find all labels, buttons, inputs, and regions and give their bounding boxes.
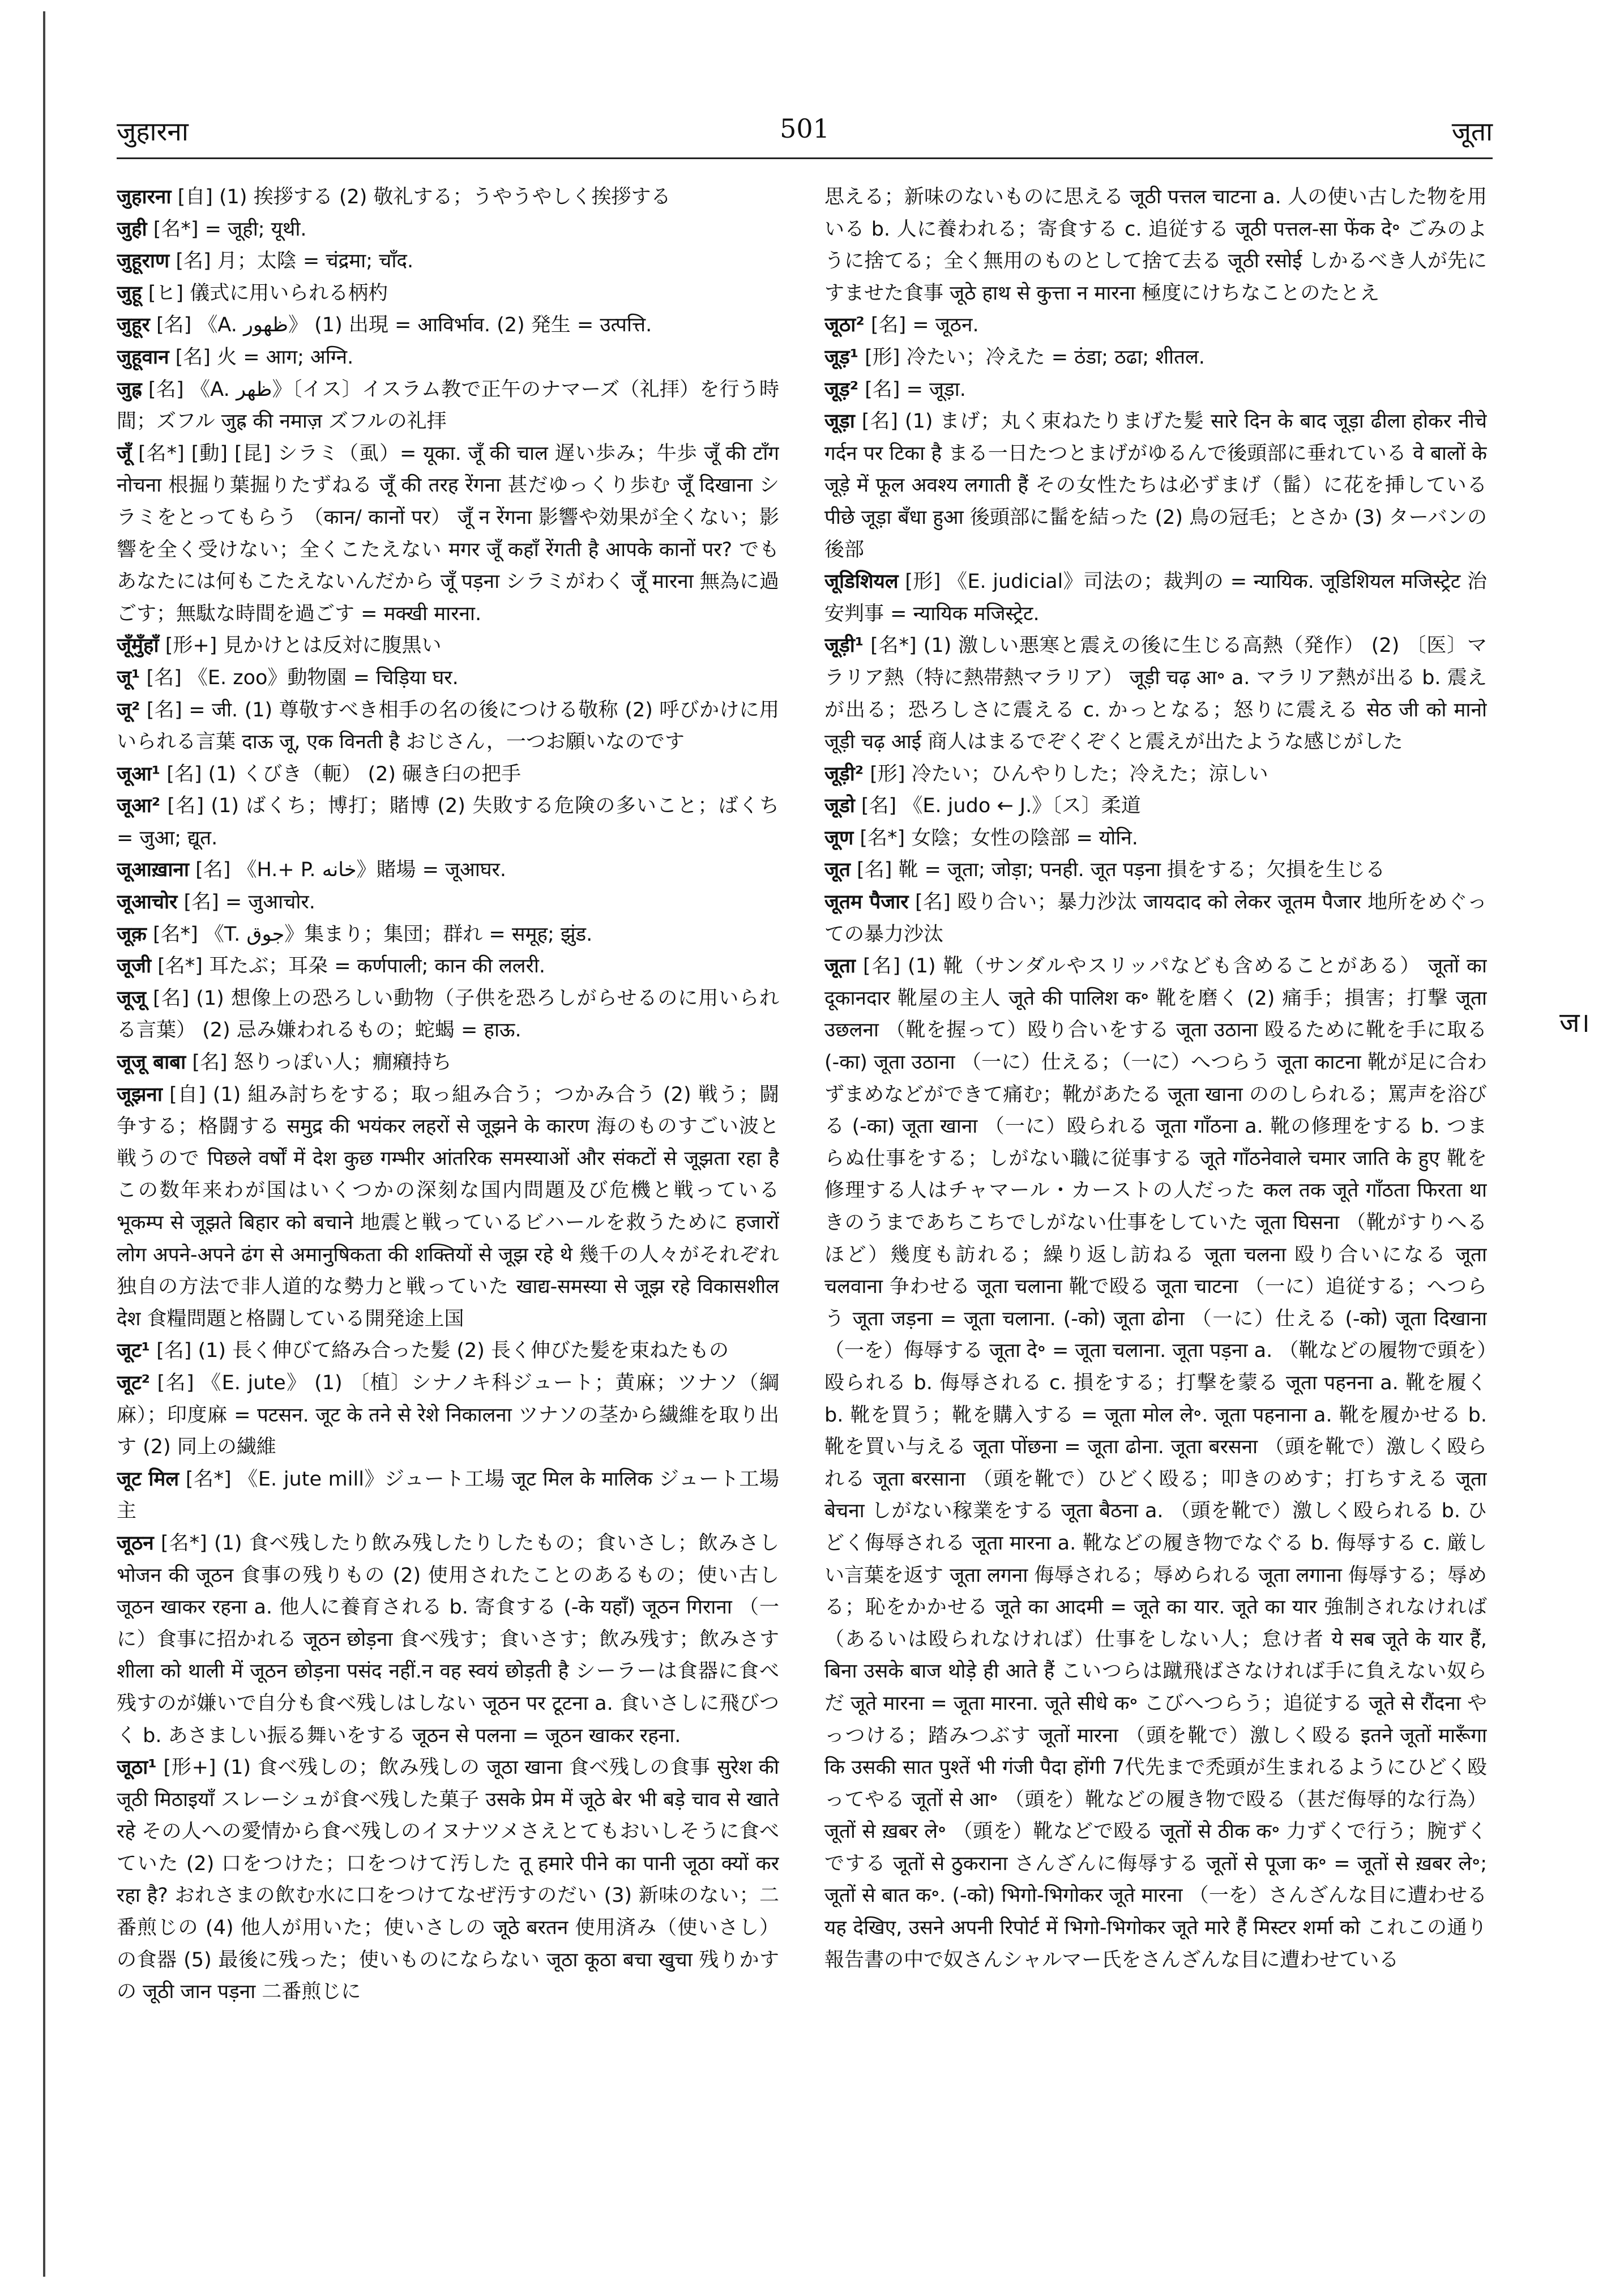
dictionary-entry (824, 854, 1487, 886)
headword: जूट² (117, 1371, 150, 1394)
dictionary-entry (117, 181, 779, 214)
definition: [名] 《H.+ P. خانه》賭場 = जूआघर. (189, 859, 506, 882)
header-rule (117, 157, 1493, 159)
headword: जूआ¹ (117, 762, 161, 786)
definition: [形+] (1) 食べ残しの；飲み残しの जूठा खाना 食べ残しの食事 सुरेश की जूठी मिठाइयाँ スレーシュが食べ残した菓子 उसके प्रेम में जूठे बेर भी बड़े चाव से खाते रहे その人への愛情から食べ残しのイヌナツメさえとてもおいしそうに食べていた (2) 口をつけた；口をつけて汚した तू हमारे पीने का पानी जूठा क्यों कर रहा है? おれさまの飲む水に口をつけてなぜ汚すのだい (3) 新味のない；二番煎じの (4) 他人が用いた；使いさしの जूठे बरतन 使用済み（使いさし）の食器 (5) 最後に残った；使いものにならない जूठा कूठा बचा खुचा 残りかすの जूठी जान पड़ना 二番煎じに (117, 1756, 779, 2004)
headword: जूड़ा (824, 410, 855, 433)
dictionary-entry (117, 1335, 779, 1367)
dictionary-entry (117, 919, 779, 951)
dictionary-entry (117, 309, 779, 342)
thumb-index-tab: ज। (1559, 1007, 1590, 1039)
headword: जूआ² (117, 795, 161, 818)
dictionary-entry (117, 1079, 779, 1335)
dictionary-entry (117, 886, 779, 919)
headword: जूठा¹ (117, 1756, 157, 1779)
dictionary-entry (824, 566, 1487, 630)
left-guide-word: जुहारना (117, 116, 189, 147)
headword: जूक़ (117, 923, 147, 946)
dictionary-entry (824, 950, 1487, 1976)
dictionary-entry (117, 983, 779, 1047)
page-number: 501 (780, 113, 830, 144)
dictionary-entry (117, 1527, 779, 1752)
right-column (824, 181, 1487, 2265)
headword: जुही (117, 217, 147, 241)
definition: [名] = जी. (1) 尊敬すべき相手の名の後につける敬称 (2) 呼びかけに用いられる言葉 दाऊ जू, एक विनती है おじさん，一つお願いなのです (117, 698, 779, 754)
definition: [名] 殴り合い；暴力沙汰 जायदाद को लेकर जूतम पैजार 地所をめぐっての暴力沙汰 (824, 891, 1487, 946)
definition: [名] 《A. ظهر》〔イス〕イスラム教で正午のナマーズ（礼拝）を行う時間；ズフル जुह्र की नमाज़ ズフルの礼拝 (117, 378, 779, 433)
headword: जुह्र (117, 378, 142, 401)
headword: जूण (824, 826, 854, 850)
dictionary-entry (117, 1463, 779, 1527)
definition: [名] 《E. jute》 (1) 〔植〕シナノキ科ジュート；黄麻；ツナソ（綱麻）；印度麻 = पटसन. जूट के तने से रेशे निकालना ツナソの茎から繊維を取り出す (2) 同上の繊維 (117, 1371, 779, 1459)
headword: जूजू (117, 987, 146, 1010)
scan-edge-line (43, 11, 45, 2277)
dictionary-entry (117, 790, 779, 854)
definition: [名] 火 = आग; अग्नि. (169, 345, 354, 369)
right-guide-word: जूता (1451, 116, 1493, 147)
definition: [名] (1) まげ；丸く束ねたりまげた髪 सारे दिन के बाद जूड़ा ढीला होकर नीचे गर्दन पर टिका है まる一日たつとまげがゆるんで後頭部に垂れている वे बालों के जूड़े में फूल अवश्य लगाती हैं その女性たちは必ずまげ（髷）に花を挿している पीछे जूड़ा बँधा हुआ 後頭部に髷を結った (2) 鳥の冠毛；とさか (3) ターバンの後部 (824, 410, 1487, 561)
dictionary-entry (117, 214, 779, 246)
dictionary-entry (824, 758, 1487, 791)
headword: जुहारना (117, 186, 172, 208)
headword: जू¹ (117, 666, 140, 689)
definition: 思える；新味のないものに思える जूठी पत्तल चाटना a. 人の使い古した物を用いる b. 人に養われる；寄食する c. 追従する जूठी पत्तल-सा फेंक दे॰ ごみのように捨てる；全く無用のものとして捨て去る जूठी रसोई しかるべき人が先にすませた食事 जूठे हाथ से कुत्ता न मारना 極度にけちなことのたとえ (824, 186, 1487, 305)
dictionary-entry (824, 342, 1487, 374)
definition: [名*] (1) 激しい悪寒と震えの後に生じる高熱（発作） (2) 〔医〕マラリア熱（特に熱帯熱マラリア） जूड़ी चढ़ आ॰ a. マラリア熱が出る b. 震えが出る；恐ろしさに震える c. かっとなる；怒りに震える सेठ जी को मानो जूड़ी चढ़ आई 商人はまるでぞくぞくと震えが出たような感じがした (824, 634, 1487, 754)
definition: [名] 靴 = जूता; जोड़ा; पनही. जूत पड़ना 損をする；欠損を生じる (850, 859, 1386, 882)
dictionary-entry (824, 406, 1487, 566)
definition: [名*] 《E. jute mill》ジュート工場 जूट मिल के मालिक ジュート工場主 (117, 1467, 779, 1523)
page-header (117, 113, 1493, 159)
definition: [形+] 見かけとは反対に腹黒い (159, 634, 442, 658)
definition: [自] (1) 組み討ちをする；取っ組み合う；つかみ合う (2) 戦う；闘争する；格闘する समुद्र की भयंकर लहरों से जूझने के कारण 海のものすごい波と戦うので पिछले वर्षों में देश कुछ गम्भीर आंतरिक समस्याओं और संकटों से जूझता रहा है この数年来わが国はいくつかの深刻な国内問題及び危機と戦っている भूकम्प से जूझते बिहार को बचाने 地震と戦っているビハールを救うために हजारों लोग अपने-अपने ढंग से अमानुषिकता की शक्तियों से जूझ रहे थे 幾千の人々がそれぞれ独自の方法で非人道的な勢力と戦っていた खाद्य-समस्या से जूझ रहे विकासशील देश 食糧問題と格闘している開発途上国 (117, 1083, 779, 1330)
dictionary-entry (117, 1367, 779, 1463)
definition: [名] (1) ばくち；博打；賭博 (2) 失敗する危険の多いこと；ばくち = जुआ; द्यूत. (117, 795, 779, 850)
dictionary-entry (117, 1047, 779, 1079)
definition: [名] (1) 想像上の恐ろしい動物（子供を恐ろしがらせるのに用いられる言葉） (2) 忌み嫌われるもの；蛇蝎 = हाऊ. (117, 987, 779, 1042)
dictionary-entry (117, 278, 779, 310)
headword: जुहूराण (117, 250, 170, 273)
definition: [名] = जुआचोर. (177, 891, 315, 914)
definition: [名] = जूड़ा. (858, 378, 966, 401)
dictionary-entry (117, 245, 779, 278)
dictionary-entry (824, 309, 1487, 342)
headword: जूठन (117, 1531, 154, 1555)
headword: जूट¹ (117, 1339, 150, 1363)
dictionary-entry (824, 374, 1487, 406)
dictionary-entry (117, 1752, 779, 2008)
definition: [名] (1) くびき（軛） (2) 碾き臼の把手 (160, 762, 522, 786)
headword: जूड़ी¹ (824, 634, 864, 658)
headword: जूँमुँहाँ (117, 634, 159, 658)
headword: जूट मिल (117, 1467, 180, 1491)
left-column (117, 181, 779, 2265)
definition: [名] 月；太陰 = चंद्रमा; चाँद. (169, 250, 414, 273)
definition: [名*] 耳たぶ；耳朶 = कर्णपाली; कान की ललरी. (151, 955, 546, 978)
headword: जूजी (117, 955, 152, 978)
headword: जुहूवान (117, 345, 169, 369)
headword: जूजू बाबा (117, 1051, 186, 1074)
headword: जूडो (824, 795, 855, 818)
dictionary-entry (117, 438, 779, 630)
definition: [名] (1) 靴（サンダルやスリッパなども含めることがある） जूतों का दूकानदार 靴屋の主人 जूते की पालिश क॰ 靴を磨く (2) 痛手；損害；打撃 जूता उछलना （靴を握って）殴り合いをする जूता उठाना 殴るために靴を手に取る (-का) जूता उठाना （一に）仕える；（一に）へつらう जूता काटना 靴が足に合わずまめなどができて痛む；靴があたる जूता खाना ののしられる；罵声を浴びる (-का) जूता खाना （一に）殴られる जूता गाँठना a. 靴の修理をする b. つまらぬ仕事をする；しがない職に従事する जूते गाँठनेवाले चमार जाति के हुए 靴を修理する人はチャマール・カーストの人だった कल तक जूते गाँठता फिरता था きのうまであちこちでしがない仕事をしていた जूता घिसना （靴がすりへるほど）幾度も訪れる；繰り返し訪ねる जूता चलना 殴り合いになる जूता चलवाना 争わせる जूता चलाना 靴で殴る जूता चाटना （一に）追従する；へつらう जूता जड़ना = जूता चलाना. (-को) जूता ढोना （一に）仕える (-को) जूता दिखाना （一を）侮辱する जूता दे॰ = जूता चलाना. जूता पड़ना a. （靴などの履物で頭を）殴られる b. 侮辱される c. 損をする；打撃を蒙る जूता पहनना a. 靴を履く b. 靴を買う；靴を購入する = जूता मोल ले॰. जूता पहनाना a. 靴を履かせる b. 靴を買い与える जूता पोंछना = जूता ढोना. जूता बरसना （頭を靴で）激しく殴られる जूता बरसाना （頭を靴で）ひどく殴る；叩きのめす；打ちすえる जूता बेचना しがない稼業をする जूता बैठना a. （頭を靴で）激しく殴られる b. ひどく侮辱される जूता मारना a. 靴などの履き物でなぐる b. 侮辱する c. 厳しい言葉を返す जूता लगना 侮辱される；辱められる जूता लगाना 侮辱する；辱める；恥をかかせる जूते का आदमी = जूते का यार. जूते का यार 強制されなければ（あるいは殴られなければ）仕事をしない人；怠け者 ये सब जूते के यार हैं, बिना उसके बाज थोड़े ही आते हैं こいつらは蹴飛ばさなければ手に負えない奴らだ जूते मारना = जूता मारना. जूते सीधे क॰ こびへつらう；追従する जूते से रौंदना やっつける；踏みつぶす जूतों मारना （頭を靴で）激しく殴る इतने जूतों मारूँगा कि उसकी सात पुश्तें भी गंजी पैदा होंगी 7代先まで禿頭が生まれるようにひどく殴ってやる जूतों से आ॰ （頭を）靴などの履き物で殴る（甚だ侮辱的な行為） जूतों से ख़बर ले॰ （頭を）靴などで殴る जूतों से ठीक क॰ 力ずくで行う；腕ずくでする जूतों से ठुकराना さんざんに侮辱する जूतों से पूजा क॰ = जूतों से ख़बर ले॰; जूतों से बात क॰. (-को) भिगो-भिगोकर जूते मारना （一を）さんざんな目に遭わせる यह देखिए, उसने अपनी रिपोर्ट में भिगो-भिगोकर जूते मारे हैं मिस्टर शर्मा को これこの通り報告書の中で奴さんシャルマー氏をさんざんな目に遭わせている (824, 955, 1487, 1971)
headword: जूँ (117, 442, 131, 465)
dictionary-entry (117, 950, 779, 983)
dictionary-entry (117, 758, 779, 791)
definition: [名] (1) 長く伸びて絡み合った髪 (2) 長く伸びた髪を束ねたもの (149, 1339, 729, 1363)
definition: [名*] 女陰；女性の陰部 = योनि. (853, 826, 1138, 850)
headword: जूआख़ाना (117, 859, 189, 882)
headword: जू² (117, 698, 140, 722)
headword: जूड़ी² (824, 762, 864, 786)
definition: [名*] (1) 食べ残したり飲み残したりしたもの；食いさし；飲みさし भोजन की जूठन 食事の残りもの (2) 使用されたことのあるもの；使い古し जूठन खाकर रहना a. 他人に養育される b. 寄食する (-के यहाँ) जूठन गिराना （一に）食事に招かれる जूठन छोड़ना 食べ残す；食いさす；飲み残す；飲みさす शीला को थाली में जूठन छोड़ना पसंद नहीं.न वह स्वयं छोड़ती है シーラーは食器に食べ残すのが嫌いで自分も食べ残しはしない जूठन पर टूटना a. 食いさしに飛びつく b. あさましい振る舞いをする जूठन से पलना = जूठन खाकर रहना. (117, 1531, 779, 1747)
definition: [名*] = जूही; यूथी. (147, 217, 307, 241)
dictionary-entry (824, 630, 1487, 758)
dictionary-entry (824, 886, 1487, 950)
headword: जूआचोर (117, 891, 178, 914)
definition: [自] (1) 挨拶する (2) 敬礼する；うやうやしく挨拶する (171, 186, 671, 208)
headword: जूठा² (824, 314, 865, 337)
definition: [ヒ] 儀式に用いられる柄杓 (142, 281, 388, 305)
dictionary-entry (824, 181, 1487, 309)
definition: [名] 《E. zoo》動物園 = चिड़िया घर. (140, 666, 459, 689)
headword: जूत (824, 859, 851, 882)
dictionary-entry (117, 342, 779, 374)
headword: जुहूर (117, 314, 150, 337)
dictionary-entry (824, 790, 1487, 822)
definition: [名] 《E. judo ← J.》〔ス〕柔道 (854, 795, 1141, 818)
headword: जूतम पैजार (824, 891, 909, 914)
dictionary-entry (117, 630, 779, 662)
headword: जूडिशियल (824, 570, 899, 594)
dictionary-entry (824, 822, 1487, 855)
headword: जूड़¹ (824, 345, 859, 369)
definition: [名*] 《T. جوق》集まり；集団；群れ = समूह; झुंड. (146, 923, 593, 946)
headword: जूता (824, 955, 856, 978)
definition: [名] 《A. ظهور》 (1) 出現 = आविर्भाव. (2) 発生 = उत्पत्ति. (149, 314, 652, 337)
headword: जूड़² (824, 378, 859, 401)
definition: [名] 怒りっぽい人；癇癪持ち (186, 1051, 452, 1074)
dictionary-entry (117, 374, 779, 438)
dictionary-entry (117, 662, 779, 694)
dictionary-entry (117, 694, 779, 758)
definition: [形] 冷たい；冷えた = ठंडा; ठढा; शीतल. (858, 345, 1205, 369)
definition: [形] 《E. judicial》司法の；裁判の = न्यायिक. जूडिशियल मजिस्ट्रेट 治安判事 = न्यायिक मजिस्ट्रेट. (824, 570, 1487, 625)
dictionary-entry (117, 854, 779, 886)
definition: [形] 冷たい；ひんやりした；冷えた；涼しい (864, 762, 1268, 786)
definition: [名*] [動] [昆] シラミ（虱）= यूका. जूँ की चाल 遅い歩み；牛歩 जूँ की टाँग नोचना 根掘り葉掘りたずねる जूँ की तरह रेंगना 甚だゆっくり歩む जूँ दिखाना シラミをとってもらう （कान/ कानों पर） जूँ न रेंगना 影響や効果が全くない；影響を全く受けない；全くこたえない मगर जूँ कहाँ रेंगती है आपके कानों पर? でもあなたには何もこたえないんだから जूँ पड़ना シラミがわく जूँ मारना 無為に過ごす；無駄な時間を過ごす = मक्खी मारना. (117, 442, 779, 625)
definition: [名] = जूठन. (864, 314, 979, 337)
headword: जुहू (117, 281, 142, 305)
headword: जूझना (117, 1083, 163, 1106)
